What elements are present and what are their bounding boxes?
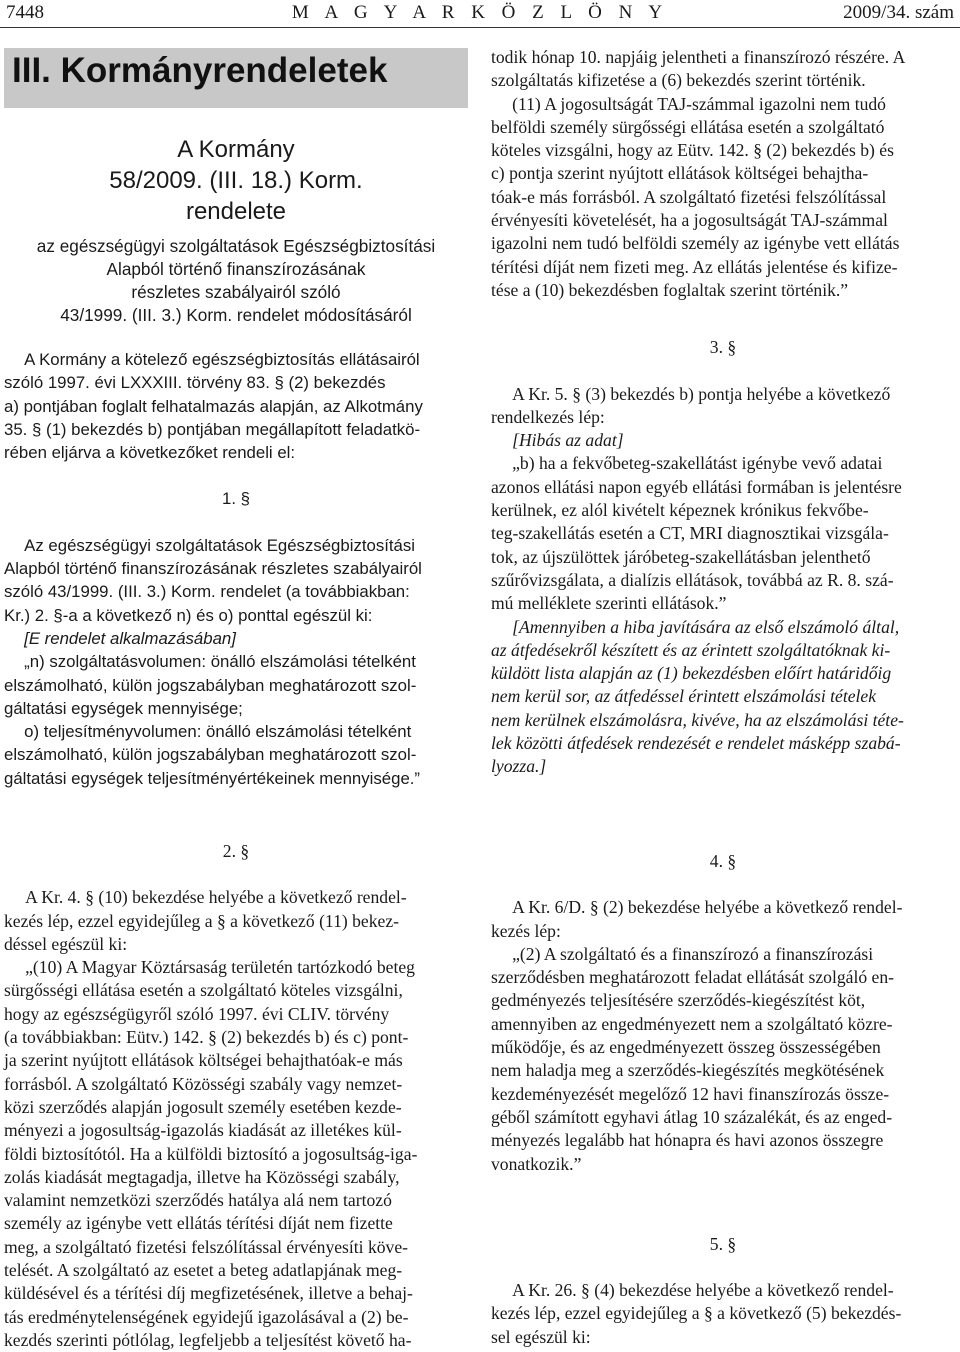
text-line: valamint nemzetközi szerződés hatálya alá nem tartozó: [4, 1190, 392, 1211]
text-line: rendelkezés lép:: [491, 406, 605, 427]
text-line: szűrővizsgálata, a dialízis ellátások, továbbá az R. 8. szá-: [491, 569, 894, 590]
text-line: működője, és az engedményezett összeg összességében: [491, 1037, 881, 1058]
text-line: mú melléklete szerinti ellátások.”: [491, 593, 727, 614]
text-line: gáltatási egységek teljesítményértékeinek mennyisége.”: [4, 768, 421, 788]
text-line: kezés lép, ezzel egyidejűleg a § a következő (5) bekezdés-: [491, 1303, 902, 1324]
regulation-subject-line: 43/1999. (III. 3.) Korm. rendelet módosításáról: [60, 305, 412, 325]
text-line: „(2) A szolgáltató és a finanszírozó a finanszírozási: [512, 943, 874, 964]
text-line: azonos ellátási napon egyéb ellátási formában is jelentésre: [491, 476, 902, 497]
text-line: zolás kiadását megtagadja, illetve ha Közösségi szabály,: [4, 1166, 400, 1187]
page-number: 7448: [6, 2, 44, 23]
text-line: szóló 1997. évi LXXXIII. törvény 83. § (2) bekezdés: [4, 373, 386, 393]
journal-title: M A G Y A R K Ö Z L Ö N Y: [291, 2, 669, 23]
text-line: 35. § (1) bekezdés b) pontjában megállapított feladatkö-: [4, 419, 421, 439]
text-line: (11) A jogosultságát TAJ-számmal igazolni nem tudó: [512, 93, 886, 114]
regulation-number: 58/2009. (III. 18.) Korm.: [109, 167, 363, 194]
text-line: belföldi személy sürgősségi ellátása esetén a szolgáltató: [491, 116, 885, 137]
regulation-subject-line: Alapból történő finanszírozásának: [106, 259, 366, 279]
text-line: a) pontjában foglalt felhatalmazás alapján, az Alkotmány: [4, 396, 423, 416]
text-line: A Kr. 4. § (10) bekezdése helyébe a következő rendel-: [25, 887, 407, 908]
text-line: tás eredménytelenségének egyidejű igazolásával a (2) be-: [4, 1306, 409, 1327]
text-line: szerződésben meghatározott feladat ellátását szolgáló en-: [491, 967, 894, 988]
text-line: géből számított egyhavi átlag 10 százalékát, és az enged-: [491, 1106, 893, 1127]
text-line: hogy az egészségügyről szóló 1997. évi CLIV. törvény: [4, 1003, 390, 1024]
text-line: c) pontja szerint nyújtott ellátások költségei behajtha-: [491, 163, 869, 184]
text-line: földi biztosítótól. Ha a külföldi biztosító a jogosultság-iga-: [4, 1143, 418, 1164]
text-line: tok, az újszülöttek járóbeteg-szakellátásban jelenthető: [491, 546, 871, 567]
text-line: [Amennyiben a hiba javítására az első elszámoló által,: [512, 616, 900, 637]
text-line: sel egészül ki:: [491, 1326, 591, 1347]
text-line: [Hibás az adat]: [512, 430, 624, 451]
text-line: teg-szakellátás esetén a CT, MRI diagnosztikai vizsgála-: [491, 523, 889, 544]
regulation-subject-line: részletes szabályairól szóló: [131, 282, 341, 302]
section-heading-5: 5. §: [709, 1233, 737, 1254]
text-line: lek közötti átfedések rendezését e rendelet másképp szabá-: [491, 733, 901, 754]
text-line: ményezi a jogosultság-igazolás kiadását az illetékes kül-: [4, 1120, 402, 1141]
text-line: Kr.) 2. §-a a következő n) és o) ponttal egészül ki:: [4, 605, 373, 625]
section-banner: [4, 48, 468, 108]
text-line: tése a (10) bekezdésben foglaltak szerint történik.”: [491, 279, 849, 300]
text-line: köteles vizsgálni, hogy az Eütv. 142. § (2) bekezdés b) és: [491, 140, 894, 161]
text-line: „b) ha a fekvőbeteg-szakellátást igénybe vevő adatai: [512, 453, 883, 474]
text-line: küldésével és a térítési díj megfizetésének, illetve a behaj-: [4, 1283, 413, 1304]
regulation-kind: rendelete: [185, 198, 287, 225]
text-line: forrásból. A szolgáltató Közösségi szabály vagy nemzet-: [4, 1073, 403, 1094]
text-line: igazolni nem tudó belföldi személy az igénybe vett ellátás: [491, 233, 900, 254]
text-line: rében eljárva a következőket rendeli el:: [4, 443, 296, 463]
text-line: közi szerződés alapján jogosult személy esetében kezde-: [4, 1096, 402, 1117]
text-line: o) teljesítményvolumen: önálló elszámolási tételként: [24, 722, 412, 742]
text-line: A Kormány a kötelező egészségbiztosítás ellátásairól: [24, 350, 420, 369]
text-line: „n) szolgáltatásvolumen: önálló elszámolási tételként: [24, 652, 416, 672]
text-line: Az egészségügyi szolgáltatások Egészségbiztosítási: [24, 535, 416, 555]
text-line: sürgősségi ellátása esetén a szolgáltató köteles vizsgálni,: [4, 980, 403, 1001]
header-rule: [0, 27, 960, 28]
text-line: nem kerül sor, az átfedéssel érintett elszámolási tételek: [491, 686, 877, 707]
section-heading-4: 4. §: [709, 851, 737, 871]
section-heading-3: 3. §: [709, 337, 737, 358]
page-header: [0, 0, 960, 28]
text-line: ményezés legalább hat hónapra és havi azonos összegre: [491, 1130, 884, 1151]
regulation-subject-line: az egészségügyi szolgáltatások Egészségbiztosítási: [36, 236, 436, 256]
text-line: tóak-e más forrásból. A szolgáltató fizetési felszólítással: [491, 186, 887, 207]
text-line: nem haladja meg a szerződés-kiegészítés megkötésének: [491, 1060, 885, 1081]
text-line: kezdés szerinti pótlólag, legfeljebb a teljesítést követő ha-: [4, 1329, 412, 1350]
text-line: szóló 43/1999. (III. 3.) Korm. rendelet (a továbbiakban:: [4, 582, 410, 602]
text-line: „(10) A Magyar Köztársaság területén tartózkodó beteg: [25, 957, 415, 978]
text-line: az átfedésekről készített és az érintett szolgáltatóknak ki-: [491, 639, 891, 660]
text-line: térítési díját nem fizeti meg. Az ellátás jelentése és kifize-: [491, 256, 898, 277]
text-line: kerülnek, ez alól kivételt képeznek krónikus fekvőbe-: [491, 500, 869, 521]
text-line: kezés lép, ezzel egyidejűleg a § a következő (11) bekez-: [4, 910, 400, 931]
text-line: küldött lista alapján az (1) bekezdésben előírt határidőig: [491, 663, 892, 684]
text-line: déssel egészül ki:: [4, 933, 128, 954]
regulation-issuer: A Kormány: [177, 136, 295, 163]
right-column-lower: [491, 850, 955, 1349]
text-line: személy az igénybe vett ellátás térítési díját nem fizette: [4, 1213, 393, 1234]
left-column-upper: [4, 348, 468, 790]
text-line: todik hónap 10. napjáig jelentheti a finanszírozó részére. A: [491, 47, 906, 67]
text-line: A Kr. 26. § (4) bekezdése helyébe a következő rendel-: [512, 1280, 894, 1301]
issue-number: 2009/34. szám: [843, 2, 954, 23]
text-line: meg, a szolgáltató fizetési felszólítással érvényesíti köve-: [4, 1236, 409, 1257]
section-heading-1: 1. §: [222, 489, 250, 509]
text-line: kezdeményezését megelőző 12 havi finanszírozás össze-: [491, 1083, 890, 1104]
right-column: [491, 46, 955, 779]
text-line: szolgáltatás kifizetése a (6) bekezdés szerint történik.: [491, 70, 866, 91]
text-line: ja szerint nyújtott ellátások költségei behajthatóak-e más: [4, 1050, 403, 1071]
text-line: telését. A szolgáltató az esetet a beteg adatlapjának meg-: [4, 1260, 403, 1281]
text-line: kezés lép:: [491, 920, 561, 941]
section-title: III. Kormányrendeletek: [12, 51, 388, 90]
text-line: Alapból történő finanszírozásának részletes szabályairól: [4, 559, 422, 579]
text-line: amennyiben az engedményezett nem a szolgáltató közre-: [491, 1013, 893, 1034]
section-heading-2: 2. §: [222, 841, 250, 861]
text-line: A Kr. 6/D. § (2) bekezdése helyébe a következő rendel-: [512, 897, 903, 918]
text-line: elszámolható, külön jogszabályban meghatározott szol-: [4, 745, 417, 765]
text-line: A Kr. 5. § (3) bekezdés b) pontja helyébe a következő: [512, 383, 891, 404]
text-line: nem kerülnek elszámolásra, kivéve, ha az elszámolási téte-: [491, 709, 904, 730]
text-line: (a továbbiakban: Eütv.) 142. § (2) bekezdés b) és c) pont-: [4, 1027, 409, 1048]
text-line: vonatkozik.”: [491, 1153, 582, 1174]
text-line: lyozza.]: [491, 756, 547, 777]
text-line: érvényesíti követelését, ha a jogosultságát TAJ-számmal: [491, 210, 888, 231]
left-column-lower: [4, 840, 468, 1352]
text-line: [E rendelet alkalmazásában]: [24, 628, 236, 648]
text-line: elszámolható, külön jogszabályban meghatározott szol-: [4, 675, 417, 695]
text-line: gedményezés teljesítésére szerződés-kiegészítést köt,: [491, 990, 866, 1011]
text-line: gáltatási egységek mennyisége;: [4, 698, 243, 718]
